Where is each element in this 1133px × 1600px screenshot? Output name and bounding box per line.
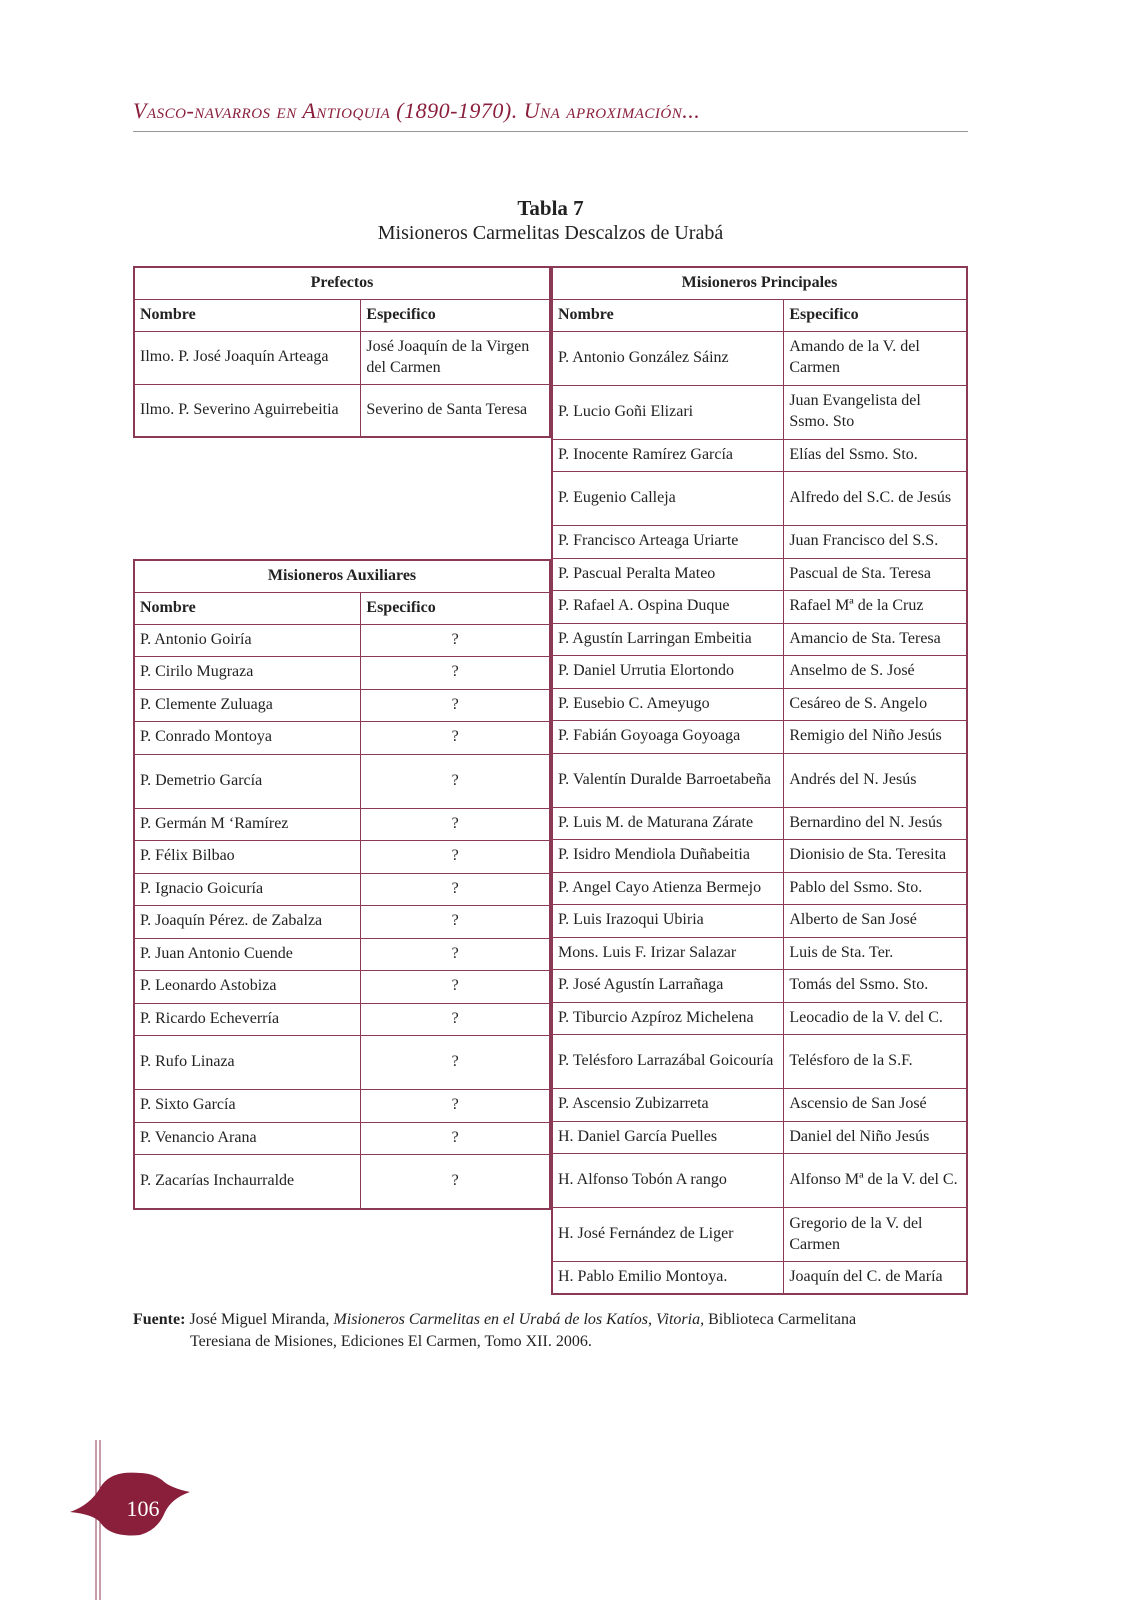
cell-especifico: ?	[361, 841, 550, 874]
auxiliares-col-especifico: Especifico	[361, 592, 550, 624]
table-row	[552, 591, 967, 624]
cell-nombre: P. Isidro Mendiola Duñabeitia	[552, 840, 784, 873]
table-row	[134, 689, 550, 722]
table-row	[552, 807, 967, 840]
cell-nombre: P. Venancio Arana	[134, 1122, 361, 1155]
table-row	[552, 526, 967, 559]
cell-nombre: P. Lucio Goñi Elizari	[552, 385, 784, 439]
table-row	[134, 754, 550, 808]
page-number: 106	[126, 1496, 160, 1521]
table-row	[552, 905, 967, 938]
table-row	[552, 1089, 967, 1122]
cell-especifico: ?	[361, 1122, 550, 1155]
cell-nombre: P. Tiburcio Azpíroz Michelena	[552, 1002, 784, 1035]
cell-nombre: P. Telésforo Larrazábal Goicouría	[552, 1035, 784, 1089]
cell-nombre: Ilmo. P. José Joaquín Arteaga	[134, 331, 361, 384]
header-rule	[133, 131, 968, 132]
table-row	[552, 439, 967, 472]
cell-nombre: P. Pascual Peralta Mateo	[552, 558, 784, 591]
principales-col-especifico: Especifico	[784, 299, 967, 331]
table-row	[552, 656, 967, 689]
table-row	[134, 722, 550, 755]
cell-nombre: P. Demetrio García	[134, 754, 361, 808]
cell-nombre: P. Inocente Ramírez García	[552, 439, 784, 472]
cell-nombre: P. José Agustín Larrañaga	[552, 970, 784, 1003]
cell-nombre: H. Daniel García Puelles	[552, 1121, 784, 1154]
source-work: Misioneros Carmelitas en el Urabá de los Katíos, Vitoria,	[333, 1311, 705, 1328]
cell-especifico: Gregorio de la V. del Carmen	[784, 1208, 967, 1262]
cell-especifico: ?	[361, 971, 550, 1004]
cell-nombre: P. Germán M ‘Ramírez	[134, 808, 361, 841]
table-row	[134, 1003, 550, 1036]
cell-especifico: ?	[361, 938, 550, 971]
table-row	[552, 331, 967, 385]
cell-especifico: Juan Francisco del S.S.	[784, 526, 967, 559]
table-row	[552, 1121, 967, 1154]
cell-especifico: ?	[361, 657, 550, 690]
source-rest-line2: Teresiana de Misiones, Ediciones El Carmen, Tomo XII. 2006.	[190, 1332, 592, 1350]
table-row	[552, 872, 967, 905]
cell-especifico: Telésforo de la S.F.	[784, 1035, 967, 1089]
cell-nombre: P. Joaquín Pérez. de Zabalza	[134, 906, 361, 939]
cell-nombre: P. Cirilo Mugraza	[134, 657, 361, 690]
table-row	[134, 808, 550, 841]
table-row	[552, 472, 967, 526]
cell-especifico: Joaquín del C. de María	[784, 1262, 967, 1295]
cell-especifico: Anselmo de S. José	[784, 656, 967, 689]
cell-especifico: ?	[361, 1090, 550, 1123]
cell-nombre: P. Agustín Larringan Embeitia	[552, 623, 784, 656]
cell-nombre: H. Pablo Emilio Montoya.	[552, 1262, 784, 1295]
source-author: José Miguel Miranda,	[189, 1311, 330, 1328]
table-row	[552, 1035, 967, 1089]
table-row	[552, 1002, 967, 1035]
table-subtitle: Misioneros Carmelitas Descalzos de Urabá	[377, 222, 724, 244]
running-head: Vasco-navarros en Antioquia (1890-1970). Una aproximación...	[133, 98, 701, 123]
auxiliares-heading: Misioneros Auxiliares	[134, 560, 550, 592]
source-label: Fuente:	[133, 1311, 186, 1328]
table-row	[552, 1154, 967, 1208]
table-row	[134, 971, 550, 1004]
prefectos-table	[133, 266, 551, 438]
cell-especifico: Tomás del Ssmo. Sto.	[784, 970, 967, 1003]
cell-especifico: ?	[361, 1036, 550, 1090]
table-row	[552, 623, 967, 656]
table-row	[134, 1155, 550, 1209]
prefectos-col-especifico: Especifico	[361, 299, 550, 331]
cell-nombre: P. Eugenio Calleja	[552, 472, 784, 526]
prefectos-col-nombre: Nombre	[134, 299, 361, 331]
cell-especifico: ?	[361, 906, 550, 939]
cell-nombre: P. Francisco Arteaga Uriarte	[552, 526, 784, 559]
cell-nombre: P. Leonardo Astobiza	[134, 971, 361, 1004]
table-row	[134, 1036, 550, 1090]
table-row	[552, 840, 967, 873]
cell-nombre: P. Antonio Goiría	[134, 624, 361, 657]
table-row	[134, 624, 550, 657]
cell-nombre: P. Zacarías Inchaurralde	[134, 1155, 361, 1209]
cell-especifico: Andrés del N. Jesús	[784, 753, 967, 807]
cell-especifico: Leocadio de la V. del C.	[784, 1002, 967, 1035]
cell-nombre: P. Daniel Urrutia Elortondo	[552, 656, 784, 689]
source-rest-line1: Biblioteca Carmelitana	[708, 1311, 857, 1328]
cell-especifico: ?	[361, 624, 550, 657]
cell-nombre: P. Luis Irazoqui Ubiria	[552, 905, 784, 938]
cell-especifico: Amancio de Sta. Teresa	[784, 623, 967, 656]
cell-nombre: P. Sixto García	[134, 1090, 361, 1123]
cell-especifico: ?	[361, 1003, 550, 1036]
table-row	[552, 385, 967, 439]
cell-nombre: P. Rufo Linaza	[134, 1036, 361, 1090]
cell-nombre: P. Antonio González Sáinz	[552, 331, 784, 385]
cell-especifico: Alberto de San José	[784, 905, 967, 938]
table-row	[134, 657, 550, 690]
cell-especifico: ?	[361, 722, 550, 755]
table-row	[552, 688, 967, 721]
table-row	[134, 938, 550, 971]
cell-nombre: P. Angel Cayo Atienza Bermejo	[552, 872, 784, 905]
cell-nombre: H. Alfonso Tobón A rango	[552, 1154, 784, 1208]
principales-table	[551, 266, 968, 1295]
cell-nombre: P. Ricardo Echeverría	[134, 1003, 361, 1036]
cell-nombre: P. Juan Antonio Cuende	[134, 938, 361, 971]
cell-especifico: Rafael Mª de la Cruz	[784, 591, 967, 624]
cell-especifico: ?	[361, 873, 550, 906]
principales-heading: Misioneros Principales	[552, 267, 967, 299]
table-row	[552, 753, 967, 807]
table-row	[134, 873, 550, 906]
table-row	[134, 331, 550, 384]
cell-nombre: P. Ascensio Zubizarreta	[552, 1089, 784, 1122]
cell-nombre: P. Valentín Duralde Barroetabeña	[552, 753, 784, 807]
cell-nombre: P. Rafael A. Ospina Duque	[552, 591, 784, 624]
source-note	[133, 1309, 968, 1352]
table-row	[134, 1122, 550, 1155]
table-row	[552, 558, 967, 591]
table-row	[552, 1262, 967, 1295]
cell-especifico: Pascual de Sta. Teresa	[784, 558, 967, 591]
cell-especifico: ?	[361, 689, 550, 722]
cell-especifico: Amando de la V. del Carmen	[784, 331, 967, 385]
cell-especifico: ?	[361, 1155, 550, 1209]
cell-nombre: P. Félix Bilbao	[134, 841, 361, 874]
cell-especifico: Alfredo del S.C. de Jesús	[784, 472, 967, 526]
cell-nombre: P. Fabián Goyoaga Goyoaga	[552, 721, 784, 754]
cell-nombre: P. Ignacio Goicuría	[134, 873, 361, 906]
table-row	[552, 970, 967, 1003]
principales-col-nombre: Nombre	[552, 299, 784, 331]
cell-especifico: José Joaquín de la Virgen del Carmen	[361, 331, 550, 384]
cell-especifico: Ascensio de San José	[784, 1089, 967, 1122]
cell-especifico: ?	[361, 808, 550, 841]
cell-especifico: Alfonso Mª de la V. del C.	[784, 1154, 967, 1208]
cell-nombre: Mons. Luis F. Irizar Salazar	[552, 937, 784, 970]
cell-especifico: Juan Evangelista del Ssmo. Sto	[784, 385, 967, 439]
cell-especifico: Luis de Sta. Ter.	[784, 937, 967, 970]
table-row	[552, 937, 967, 970]
cell-especifico: Remigio del Niño Jesús	[784, 721, 967, 754]
table-title: Tabla 7	[517, 196, 584, 220]
cell-especifico: Dionisio de Sta. Teresita	[784, 840, 967, 873]
cell-nombre: P. Eusebio C. Ameyugo	[552, 688, 784, 721]
cell-especifico: Daniel del Niño Jesús	[784, 1121, 967, 1154]
table-row	[552, 1208, 967, 1262]
cell-especifico: Pablo del Ssmo. Sto.	[784, 872, 967, 905]
table-row	[552, 721, 967, 754]
auxiliares-table	[133, 559, 551, 1210]
cell-especifico: Cesáreo de S. Angelo	[784, 688, 967, 721]
cell-especifico: Elías del Ssmo. Sto.	[784, 439, 967, 472]
cell-nombre: Ilmo. P. Severino Aguirrebeitia	[134, 384, 361, 437]
auxiliares-col-nombre: Nombre	[134, 592, 361, 624]
cell-nombre: P. Conrado Montoya	[134, 722, 361, 755]
cell-especifico: Bernardino del N. Jesús	[784, 807, 967, 840]
prefectos-heading: Prefectos	[134, 267, 550, 299]
table-row	[134, 384, 550, 437]
cell-especifico: Severino de Santa Teresa	[361, 384, 550, 437]
table-row	[134, 841, 550, 874]
table-row	[134, 906, 550, 939]
cell-nombre: P. Luis M. de Maturana Zárate	[552, 807, 784, 840]
table-row	[134, 1090, 550, 1123]
cell-nombre: P. Clemente Zuluaga	[134, 689, 361, 722]
cell-nombre: H. José Fernández de Liger	[552, 1208, 784, 1262]
cell-especifico: ?	[361, 754, 550, 808]
